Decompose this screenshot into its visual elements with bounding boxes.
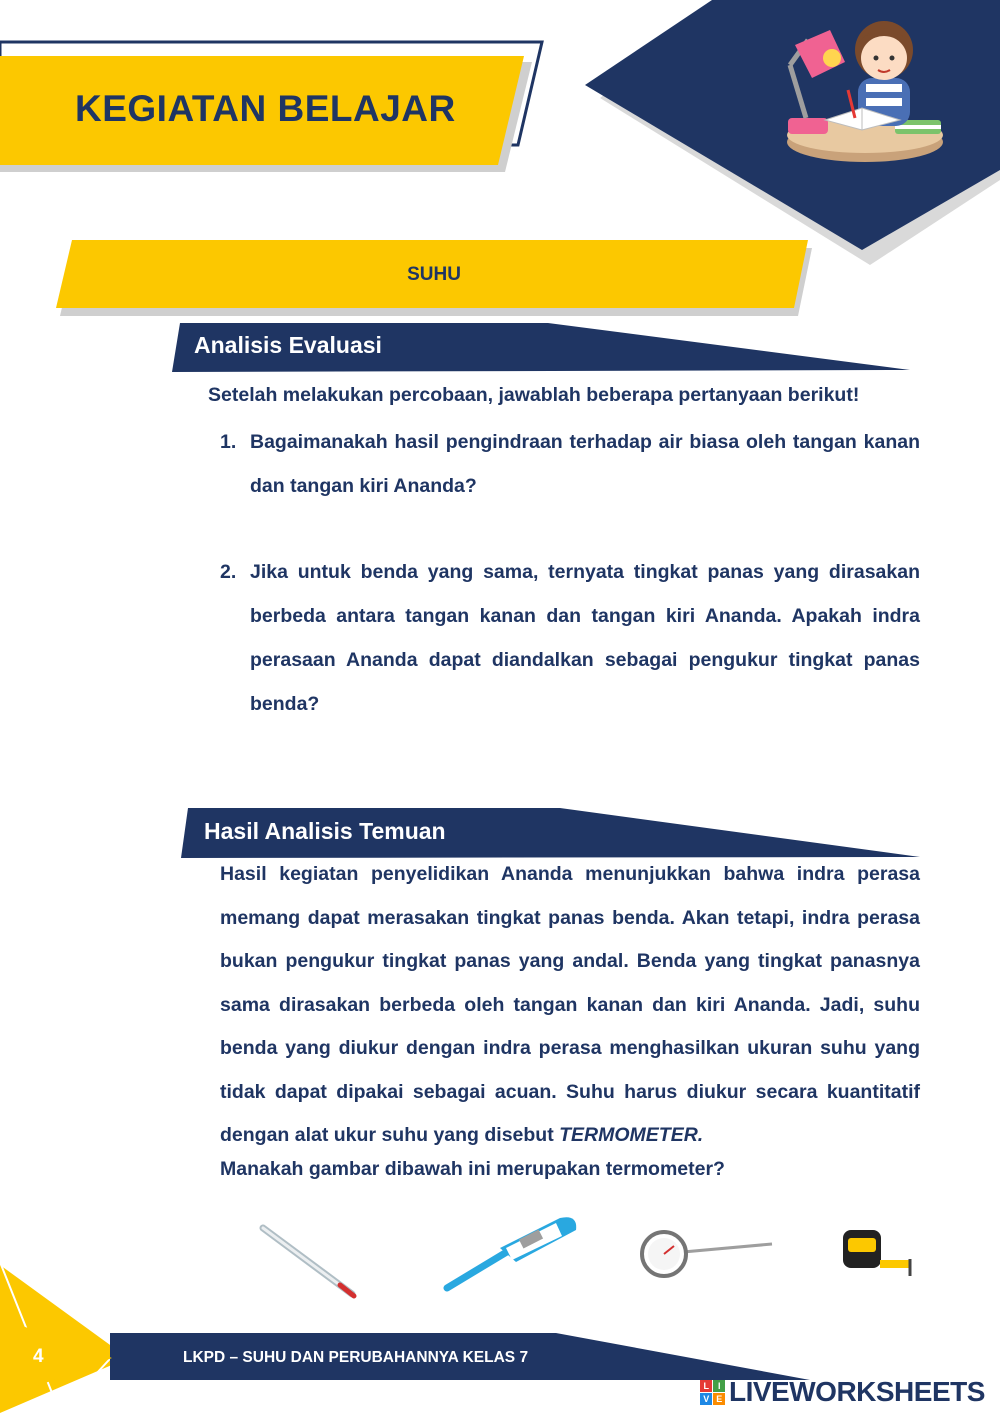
dial-thermometer-icon bbox=[642, 1232, 772, 1276]
question-item bbox=[220, 420, 920, 508]
watermark-logo-icon: L I V E bbox=[700, 1380, 725, 1405]
glass-thermometer-icon bbox=[263, 1228, 354, 1296]
question-number: 1. bbox=[220, 431, 237, 453]
question-list bbox=[220, 420, 920, 726]
topic-label: SUHU bbox=[407, 264, 461, 285]
page-title: KEGIATAN BELAJAR bbox=[75, 88, 456, 129]
watermark-text: LIVEWORKSHEETS bbox=[729, 1376, 985, 1407]
findings-emphasis: TERMOMETER. bbox=[559, 1124, 704, 1146]
question-number: 2. bbox=[220, 561, 237, 583]
question-text: Jika untuk benda yang sama, ternyata tingkat panas yang dirasakan berbeda antara tangan kanan dan tangan kiri Ananda. Apakah indra perasaan Ananda dapat diandalkan sebagai pengukur tingkat panas benda? bbox=[250, 561, 920, 715]
question-item bbox=[220, 550, 920, 726]
analysis-intro: Setelah melakukan percobaan, jawablah beberapa pertanyaan berikut! bbox=[208, 384, 860, 406]
tape-measure-icon bbox=[843, 1230, 910, 1276]
findings-question: Manakah gambar dibawah ini merupakan termometer? bbox=[220, 1158, 725, 1180]
findings-paragraph bbox=[220, 853, 920, 1158]
digital-thermometer-icon bbox=[447, 1217, 576, 1288]
watermark bbox=[700, 1376, 985, 1408]
findings-text: Hasil kegiatan penyelidikan Ananda menunjukkan bahwa indra perasa memang dapat merasakan tingkat panas benda. Akan tetapi, indra perasa bukan pengukur tingkat panas yang andal. Benda yang tingkat panasnya sama dirasakan berbeda oleh tangan kanan dan kiri Ananda. Jadi, suhu benda yang diukur dengan indra perasa menghasilkan ukuran suhu yang tidak dapat dipakai sebagai acuan. Suhu harus diukur secara kuantitatif dengan alat ukur suhu yang disebut bbox=[220, 863, 920, 1146]
question-text: Bagaimanakah hasil pengindraan terhadap air biasa oleh tangan kanan dan tangan kiri Ananda? bbox=[250, 431, 920, 497]
page-number: 4 bbox=[33, 1346, 44, 1367]
analysis-section-title: Analisis Evaluasi bbox=[194, 332, 382, 358]
footer-text: LKPD – SUHU DAN PERUBAHANNYA KELAS 7 bbox=[183, 1349, 529, 1366]
findings-section-title: Hasil Analisis Temuan bbox=[204, 818, 446, 844]
